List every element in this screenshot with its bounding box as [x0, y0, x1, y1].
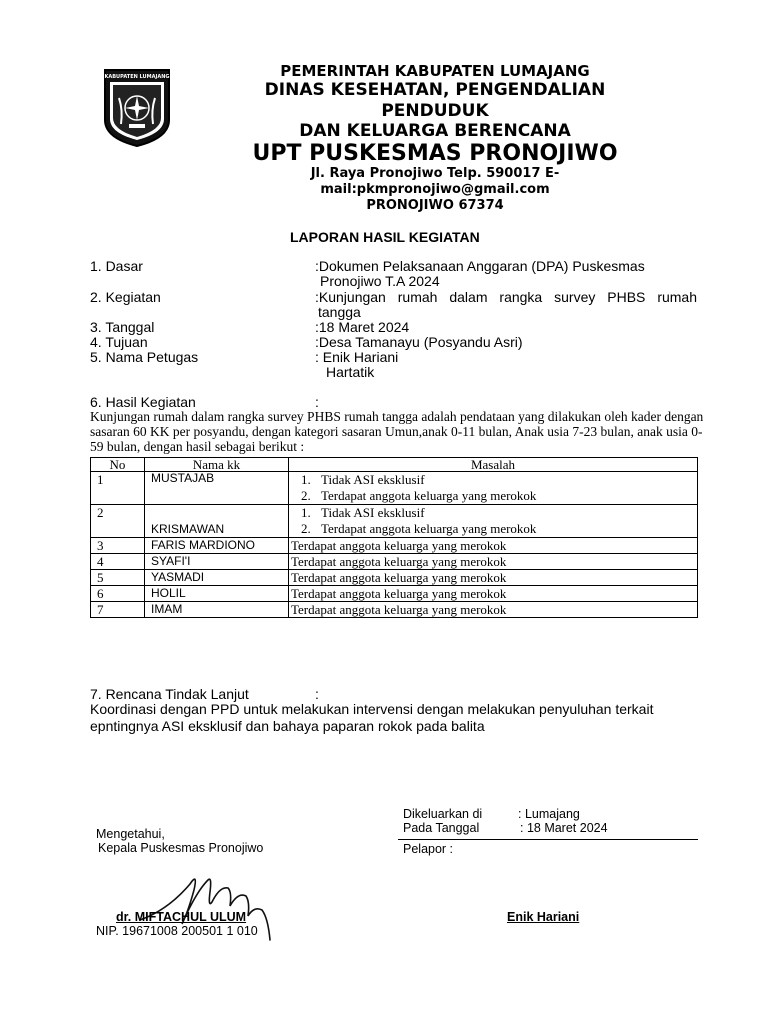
list-number: 2. [301, 488, 311, 503]
hasil-label: 6. Hasil Kegiatan [90, 394, 196, 410]
header-masalah: Masalah [289, 458, 698, 472]
table-row [91, 505, 698, 538]
table-row [91, 586, 698, 602]
list-number: 1. [301, 472, 311, 487]
header-no: No [91, 458, 145, 472]
header-department-1: DINAS KESEHATAN, PENGENDALIAN [264, 80, 606, 100]
row-masalah: Terdapat anggota keluarga yang merokok [289, 538, 698, 554]
table-header-row [91, 458, 698, 472]
row-masalah: Terdapat anggota keluarga yang merokok [289, 586, 698, 602]
logo-text: KABUPATEN LUMAJANG [104, 74, 170, 80]
masalah-item: Tidak ASI eksklusif [321, 505, 425, 520]
petugas-label: 5. Nama Petugas [90, 349, 199, 365]
header-department-3: DAN KELUARGA BERENCANA [299, 121, 571, 141]
kegiatan-value-2: tangga [318, 304, 361, 320]
row-nama: IMAM [145, 602, 289, 618]
header-nama: Nama kk [145, 458, 289, 472]
district-emblem-logo [103, 68, 171, 148]
dikeluarkan-label: Dikeluarkan di [403, 807, 483, 821]
row-nama: FARIS MARDIONO [145, 538, 289, 554]
dasar-label: 1. Dasar [90, 258, 143, 274]
row-nama: HOLIL [145, 586, 289, 602]
row-masalah [289, 505, 698, 538]
table-row [91, 554, 698, 570]
rencana-text: Koordinasi dengan PPD untuk melakukan intervensi dengan melakukan penyuluhan terkait epntingnya ASI eksklusif dan bahaya paparan rokok pada balita [90, 701, 654, 734]
header-puskesmas: UPT PUSKESMAS PRONOJIWO [252, 141, 618, 166]
header-government: PEMERINTAH KABUPATEN LUMAJANG [280, 62, 590, 80]
row-masalah [289, 472, 698, 505]
row-nama: KRISMAWAN [145, 505, 289, 538]
petugas-value-1: : Enik Hariani [315, 349, 399, 365]
row-masalah: Terdapat anggota keluarga yang merokok [289, 570, 698, 586]
header-address: Jl. Raya Pronojiwo Telp. 590017 E- [310, 166, 560, 181]
row-no: 7 [91, 602, 145, 618]
masalah-item: Terdapat anggota keluarga yang merokok [321, 488, 537, 503]
row-no: 5 [91, 570, 145, 586]
rencana-colon: : [315, 686, 319, 702]
tujuan-value: :Desa Tamanayu (Posyandu Asri) [315, 334, 523, 350]
masalah-item: Terdapat anggota keluarga yang merokok [321, 521, 537, 536]
header-postal: PRONOJIWO 67374 [366, 198, 504, 213]
row-no: 2 [91, 505, 145, 538]
hasil-paragraph: Kunjungan rumah dalam rangka survey PHBS rumah tangga adalah pendataan yang dilakukan oleh kader dengan sasaran 60 KK per posyandu, dengan kategori sasaran Umun,anak 0-11 bulan, Anak usia 7-23 bulan, anak usia 0-59 bulan, dengan hasil sebagai berikut : [90, 409, 704, 454]
table-row [91, 570, 698, 586]
header-email: mail:pkmpronojiwo@gmail.com [320, 182, 550, 197]
results-table [90, 457, 698, 618]
signature-divider [398, 839, 698, 840]
kepala-nip: NIP. 19671008 200501 1 010 [96, 924, 258, 938]
masalah-item: Tidak ASI eksklusif [321, 472, 425, 487]
row-no: 1 [91, 472, 145, 505]
row-nama: SYAFI'I [145, 554, 289, 570]
row-nama: YASMADI [145, 570, 289, 586]
tanggal-label: 3. Tanggal [90, 319, 155, 335]
row-no: 3 [91, 538, 145, 554]
tujuan-label: 4. Tujuan [90, 334, 148, 350]
row-nama: MUSTAJAB [145, 472, 289, 505]
dasar-value-2: Pronojiwo T.A 2024 [320, 273, 440, 289]
row-no: 4 [91, 554, 145, 570]
row-no: 6 [91, 586, 145, 602]
hasil-colon: : [315, 394, 319, 410]
table-row [91, 538, 698, 554]
petugas-value-2: Hartatik [326, 364, 375, 380]
list-number: 2. [301, 521, 311, 536]
kepala-name: dr. MIFTACHUL ULUM [116, 910, 247, 924]
table-row [91, 472, 698, 505]
tanggal-value: :18 Maret 2024 [315, 319, 410, 335]
dikeluarkan-value: : Lumajang [518, 807, 580, 821]
mengetahui-text: Mengetahui, [96, 827, 165, 841]
list-number: 1. [301, 505, 311, 520]
dasar-value-1: :Dokumen Pelaksanaan Anggaran (DPA) Puskesmas [315, 258, 645, 274]
pelapor-name: Enik Hariani [507, 910, 580, 924]
row-masalah: Terdapat anggota keluarga yang merokok [289, 602, 698, 618]
kepala-title: Kepala Puskesmas Pronojiwo [98, 841, 264, 855]
kegiatan-value-1: :Kunjungan rumah dalam rangka survey PHBS rumah [315, 289, 697, 305]
pelapor-label: Pelapor : [403, 842, 454, 856]
table-row [91, 602, 698, 618]
rencana-label: 7. Rencana Tindak Lanjut [90, 686, 249, 702]
header-department-2: PENDUDUK [381, 101, 489, 121]
pada-tanggal-value: : 18 Maret 2024 [520, 821, 608, 835]
kegiatan-label: 2. Kegiatan [90, 289, 161, 305]
report-title: LAPORAN HASIL KEGIATAN [290, 229, 480, 245]
row-masalah: Terdapat anggota keluarga yang merokok [289, 554, 698, 570]
pada-tanggal-label: Pada Tanggal [403, 821, 480, 835]
